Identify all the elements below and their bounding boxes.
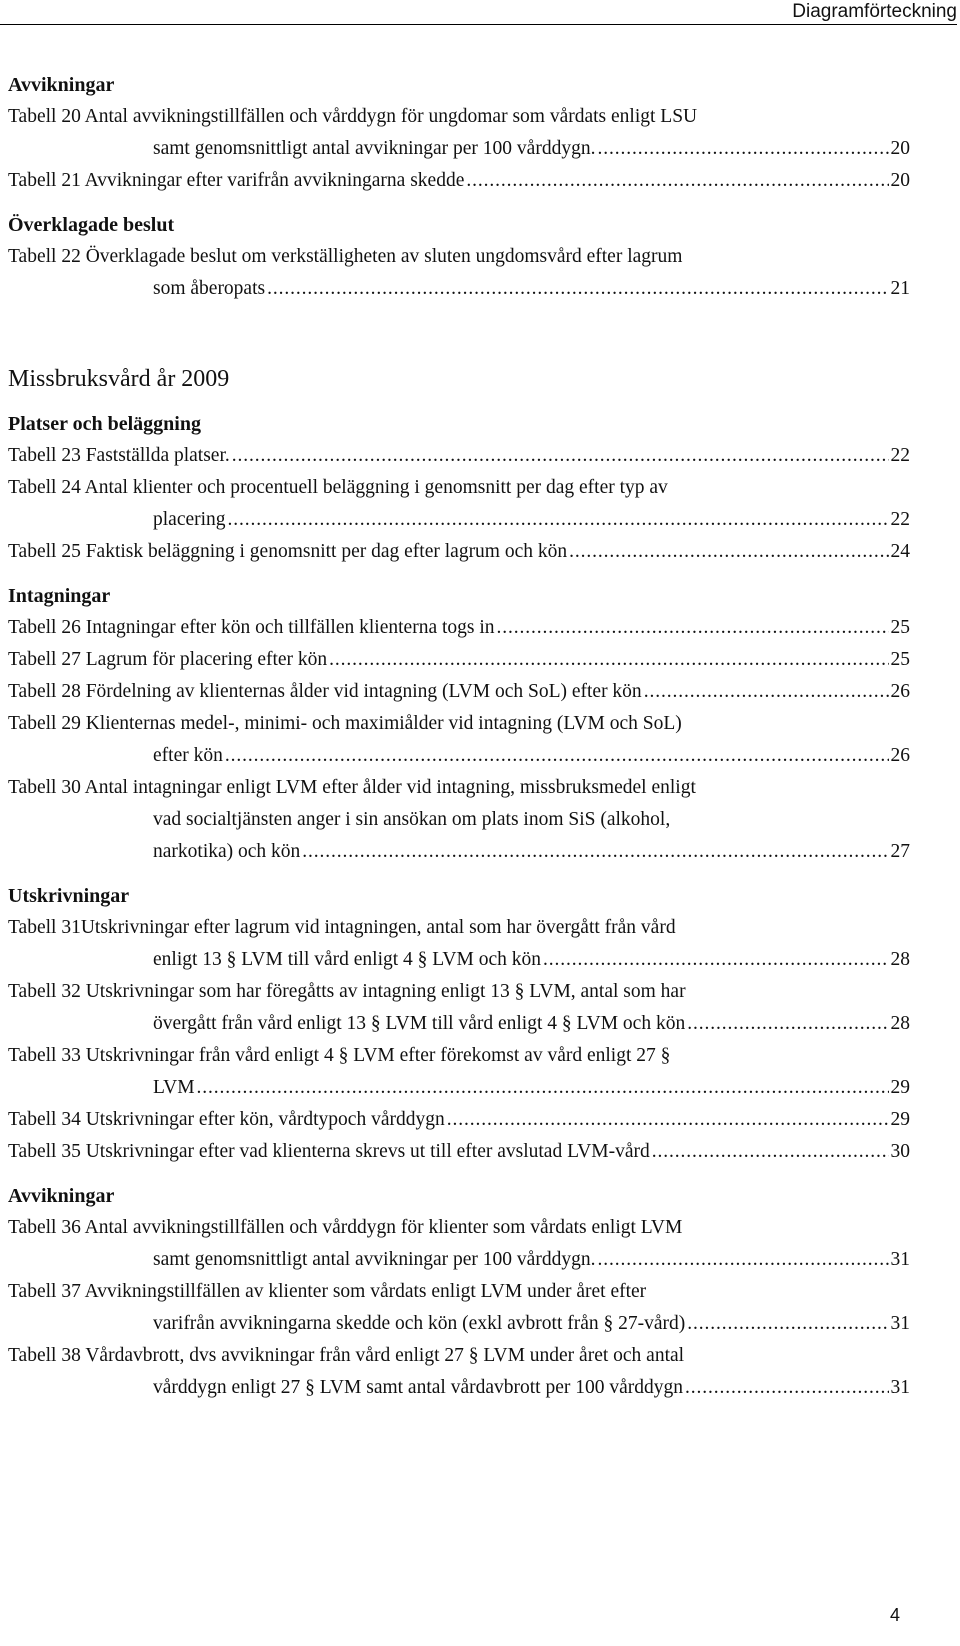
toc-entry-line bbox=[8, 1136, 910, 1168]
toc-entry[interactable] bbox=[8, 536, 910, 568]
toc-entry-line bbox=[8, 1104, 910, 1136]
toc-entry-line bbox=[8, 944, 910, 976]
toc-entry-text: samt genomsnittligt antal avvikningar per 100 vårddygn. bbox=[153, 138, 596, 159]
dot-leader bbox=[497, 612, 889, 644]
toc-entry-line bbox=[8, 976, 910, 1008]
dot-leader bbox=[644, 676, 889, 708]
toc-entry[interactable] bbox=[8, 101, 910, 165]
section-heading: Platser och beläggning bbox=[8, 413, 201, 435]
dot-leader bbox=[466, 165, 888, 197]
section-heading: Avvikningar bbox=[8, 1185, 115, 1207]
toc-page-number: 29 bbox=[890, 1109, 910, 1130]
toc-entry-text: vad socialtjänsten anger i sin ansökan om plats inom SiS (alkohol, bbox=[153, 809, 671, 830]
toc-entry[interactable] bbox=[8, 708, 910, 772]
toc-entry-text: övergått från vård enligt 13 § LVM till vård enligt 4 § LVM och kön bbox=[153, 1013, 686, 1034]
toc-entry-text: Tabell 22 Överklagade beslut om verkställigheten av sluten ungdomsvård efter lagrum bbox=[8, 246, 683, 267]
toc-entry-line bbox=[8, 804, 910, 836]
toc-entry-line bbox=[8, 676, 910, 708]
toc-page-number: 21 bbox=[890, 278, 910, 299]
toc-entry[interactable] bbox=[8, 1040, 910, 1104]
toc-page-number: 26 bbox=[890, 681, 910, 702]
toc-entry-text: Tabell 23 Fastställda platser. bbox=[8, 445, 230, 466]
dot-leader bbox=[228, 504, 889, 536]
toc-entry[interactable] bbox=[8, 1136, 910, 1168]
toc-entry-text: Tabell 29 Klienternas medel-, minimi- och maximiålder vid intagning (LVM och SoL) bbox=[8, 713, 682, 734]
toc-entry[interactable] bbox=[8, 676, 910, 708]
section-heading: Avvikningar bbox=[8, 74, 115, 96]
toc-entry-text: Tabell 26 Intagningar efter kön och tillfällen klienterna togs in bbox=[8, 617, 495, 638]
dot-leader bbox=[447, 1104, 889, 1136]
toc-entry-line bbox=[8, 273, 910, 305]
toc-page-number: 28 bbox=[890, 949, 910, 970]
toc-entry-line bbox=[8, 536, 910, 568]
toc-entry-text: Tabell 37 Avvikningstillfällen av klienter som vårdats enligt LVM under året efter bbox=[8, 1281, 647, 1302]
toc-page-number: 31 bbox=[890, 1313, 910, 1334]
toc-entry-text: Tabell 24 Antal klienter och procentuell beläggning i genomsnitt per dag efter typ av bbox=[8, 477, 668, 498]
dot-leader bbox=[232, 440, 889, 472]
toc-entry-line bbox=[8, 772, 910, 804]
toc-entry-text: LVM bbox=[153, 1077, 195, 1098]
toc-entry-text: Tabell 35 Utskrivningar efter vad klienterna skrevs ut till efter avslutad LVM-vård bbox=[8, 1141, 650, 1162]
section-heading: Intagningar bbox=[8, 585, 111, 607]
toc-page-number: 20 bbox=[890, 170, 910, 191]
toc-entry[interactable] bbox=[8, 644, 910, 676]
toc-entry-line bbox=[8, 504, 910, 536]
section-heading: Överklagade beslut bbox=[8, 214, 175, 236]
dot-leader bbox=[197, 1072, 889, 1104]
toc-entry-line bbox=[8, 1212, 910, 1244]
toc-entry-text: varifrån avvikningarna skedde och kön (exkl avbrott från § 27-vård) bbox=[153, 1313, 686, 1334]
toc-entry-line bbox=[8, 1372, 910, 1404]
toc-entry-text: vårddygn enligt 27 § LVM samt antal vårdavbrott per 100 vårddygn bbox=[153, 1377, 684, 1398]
toc-entry-line bbox=[8, 740, 910, 772]
toc-page-number: 28 bbox=[890, 1013, 910, 1034]
toc-entry-line bbox=[8, 440, 910, 472]
toc-entry-line bbox=[8, 1072, 910, 1104]
toc-entry-line bbox=[8, 241, 910, 273]
toc-page-number: 25 bbox=[890, 649, 910, 670]
toc-page-number: 20 bbox=[890, 138, 910, 159]
toc-entry-line bbox=[8, 644, 910, 676]
toc-entry-text: placering bbox=[153, 509, 226, 530]
toc-entry[interactable] bbox=[8, 1212, 910, 1276]
toc-entry-text: Tabell 34 Utskrivningar efter kön, vårdtypoch vårddygn bbox=[8, 1109, 445, 1130]
toc-entry[interactable] bbox=[8, 241, 910, 305]
toc-entry-text: enligt 13 § LVM till vård enligt 4 § LVM och kön bbox=[153, 949, 542, 970]
toc-entry[interactable] bbox=[8, 912, 910, 976]
section-heading: Utskrivningar bbox=[8, 885, 130, 907]
toc-entry-line bbox=[8, 165, 910, 197]
toc-entry-text: samt genomsnittligt antal avvikningar per 100 vårddygn. bbox=[153, 1249, 596, 1270]
toc-entry-text: Tabell 36 Antal avvikningstillfällen och vårddygn för klienter som vårdats enligt LVM bbox=[8, 1217, 683, 1238]
toc-entry-text: Tabell 32 Utskrivningar som har föregåtts av intagning enligt 13 § LVM, antal som har bbox=[8, 981, 686, 1002]
dot-leader bbox=[569, 536, 888, 568]
dot-leader bbox=[302, 836, 888, 868]
toc-entry-line bbox=[8, 612, 910, 644]
page-number: 4 bbox=[889, 1605, 900, 1625]
toc-entry-line bbox=[8, 1308, 910, 1340]
toc-entry[interactable] bbox=[8, 1276, 910, 1340]
toc-entry-text: som åberopats bbox=[153, 278, 266, 299]
toc-entry-text: Tabell 27 Lagrum för placering efter kön bbox=[8, 649, 328, 670]
toc-entry[interactable] bbox=[8, 165, 910, 197]
toc-page-number: 30 bbox=[890, 1141, 910, 1162]
toc-entry-line bbox=[8, 1276, 910, 1308]
dot-leader bbox=[225, 740, 889, 772]
toc-entry-line bbox=[8, 133, 910, 165]
top-sections bbox=[8, 69, 910, 305]
toc-entry-line bbox=[8, 1008, 910, 1040]
toc-entry-text: Tabell 20 Antal avvikningstillfällen och vårddygn för ungdomar som vårdats enligt LSU bbox=[8, 106, 698, 127]
dot-leader bbox=[685, 1372, 888, 1404]
toc-entry-text: narkotika) och kön bbox=[153, 841, 301, 862]
toc-entry-text: efter kön bbox=[153, 745, 223, 766]
toc-entry-line bbox=[8, 836, 910, 868]
toc-page-number: 27 bbox=[890, 841, 910, 862]
toc-entry[interactable] bbox=[8, 1104, 910, 1136]
toc-entry-line bbox=[8, 1040, 910, 1072]
toc-entry-text: Tabell 25 Faktisk beläggning i genomsnitt per dag efter lagrum och kön bbox=[8, 541, 568, 562]
toc-page-number: 22 bbox=[890, 509, 910, 530]
toc-page-number: 31 bbox=[890, 1249, 910, 1270]
dot-leader bbox=[687, 1008, 888, 1040]
toc-entry-line bbox=[8, 101, 910, 133]
toc-entry-line bbox=[8, 1340, 910, 1372]
toc-entry[interactable] bbox=[8, 612, 910, 644]
toc-entry-line bbox=[8, 472, 910, 504]
table-of-contents bbox=[8, 62, 910, 1404]
dot-leader bbox=[543, 944, 888, 976]
bottom-sections bbox=[8, 408, 910, 1404]
toc-entry-line bbox=[8, 912, 910, 944]
dot-leader bbox=[652, 1136, 889, 1168]
dot-leader bbox=[687, 1308, 888, 1340]
toc-entry-text: Tabell 31Utskrivningar efter lagrum vid intagningen, antal som har övergått från vård bbox=[8, 917, 676, 938]
toc-page-number: 24 bbox=[890, 541, 910, 562]
toc-entry-text: Tabell 30 Antal intagningar enligt LVM efter ålder vid intagning, missbruksmedel enligt bbox=[8, 777, 696, 798]
dot-leader bbox=[329, 644, 888, 676]
part-title: Missbruksvård år 2009 bbox=[8, 366, 230, 392]
dot-leader bbox=[267, 273, 888, 305]
toc-entry-text: Tabell 38 Vårdavbrott, dvs avvikningar från vård enligt 27 § LVM under året och antal bbox=[8, 1345, 685, 1366]
toc-entry-line bbox=[8, 708, 910, 740]
toc-page-number: 22 bbox=[890, 445, 910, 466]
toc-page-number: 26 bbox=[890, 745, 910, 766]
toc-entry-text: Tabell 28 Fördelning av klienternas ålder vid intagning (LVM och SoL) efter kön bbox=[8, 681, 642, 702]
toc-page-number: 25 bbox=[890, 617, 910, 638]
dot-leader bbox=[597, 133, 888, 165]
toc-entry[interactable] bbox=[8, 772, 910, 868]
toc-entry-text: Tabell 21 Avvikningar efter varifrån avvikningarna skedde bbox=[8, 170, 465, 191]
toc-entry[interactable] bbox=[8, 440, 910, 472]
toc-page-number: 29 bbox=[890, 1077, 910, 1098]
dot-leader bbox=[597, 1244, 888, 1276]
toc-entry[interactable] bbox=[8, 472, 910, 536]
toc-entry-line bbox=[8, 1244, 910, 1276]
toc-page-number: 31 bbox=[890, 1377, 910, 1398]
toc-entry-text: Tabell 33 Utskrivningar från vård enligt 4 § LVM efter förekomst av vård enligt 27 § bbox=[8, 1045, 671, 1066]
toc-entry[interactable] bbox=[8, 976, 910, 1040]
running-header: Diagramförteckning bbox=[0, 0, 957, 25]
toc-entry[interactable] bbox=[8, 1340, 910, 1404]
